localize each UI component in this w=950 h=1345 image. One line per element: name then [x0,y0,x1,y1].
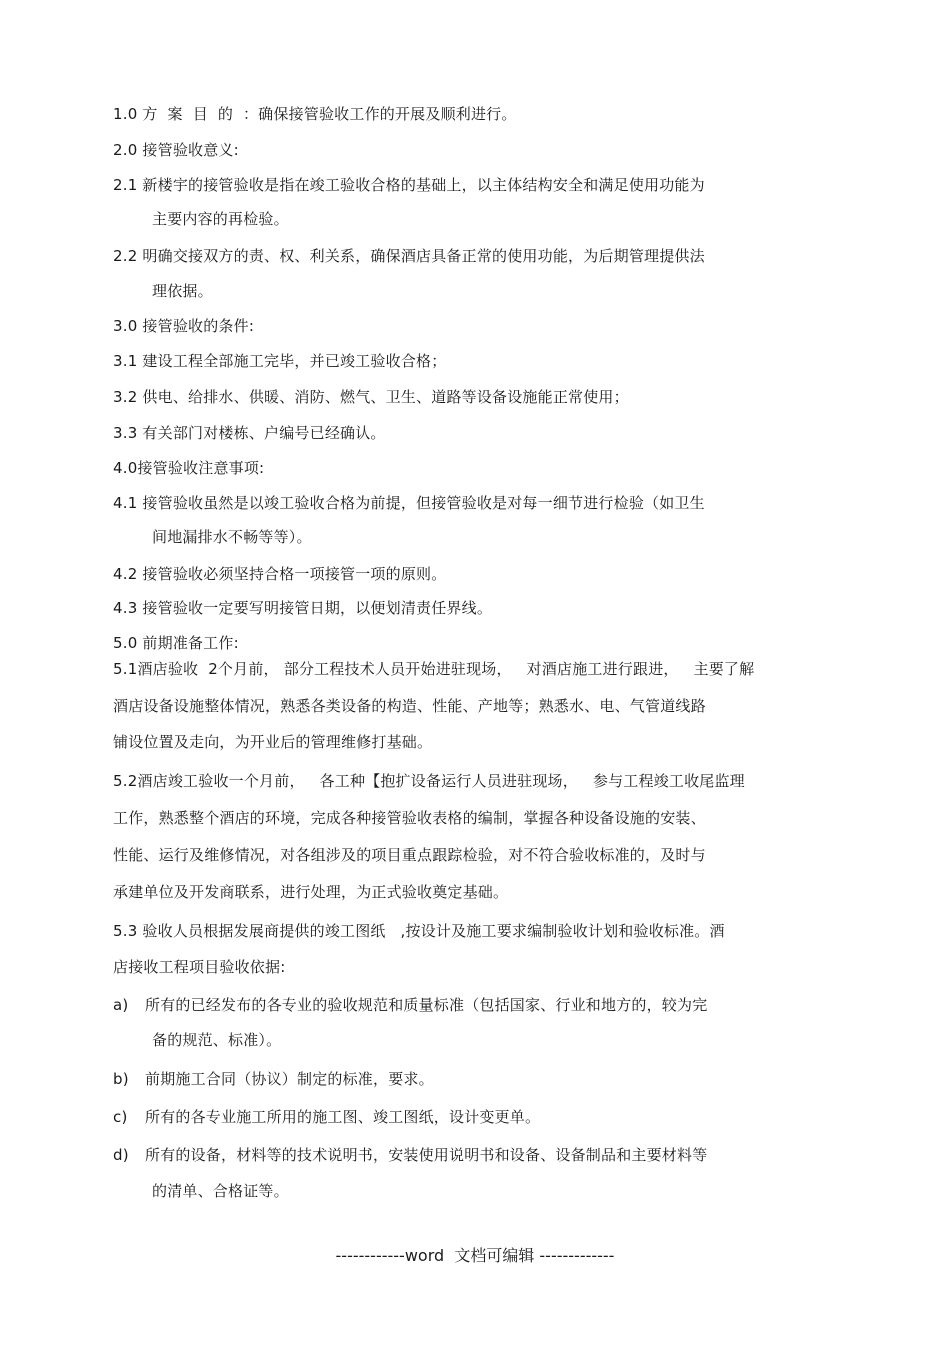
list-marker: d) [113,1146,129,1164]
line-1-0: 1.0 方 案 目 的 ：确保接管验收工作的开展及顺利进行。 [113,105,517,123]
list-item-c [113,1107,540,1127]
line-5-1: 5.1酒店验收 2个月前， 部分工程技术人员开始进驻现场， 对酒店施工进行跟进， 主要了解 [113,660,755,678]
line-4-3: 4.3 接管验收一定要写明接管日期，以便划清责任界线。 [113,599,493,617]
line-4-1: 4.1 接管验收虽然是以竣工验收合格为前提，但接管验收是对每一细节进行检验（如卫生 [113,494,705,512]
line-5-2-cont-2: 性能、运行及维修情况，对各组涉及的项目重点跟踪检验，对不符合验收标准的，及时与 [113,846,706,864]
line-5-2-cont-1: 工作，熟悉整个酒店的环境，完成各种接管验收表格的编制，掌握各种设备设施的安装、 [113,809,706,827]
line-4-2: 4.2 接管验收必须坚持合格一项接管一项的原则。 [113,565,447,583]
list-item-d-cont: 的清单、合格证等。 [152,1182,289,1200]
list-marker: c) [113,1108,128,1126]
line-2-1-cont: 主要内容的再检验。 [152,210,289,228]
list-item-text: 所有的已经发布的各专业的验收规范和质量标准（包括国家、行业和地方的，较为完 [145,996,708,1014]
line-5-3-cont: 店接收工程项目验收依据: [113,958,286,976]
line-3-1: 3.1 建设工程全部施工完毕，并已竣工验收合格； [113,352,447,370]
list-item-a [113,995,707,1015]
line-3-2: 3.2 供电、给排水、供暖、消防、燃气、卫生、道路等设备设施能正常使用； [113,388,629,406]
line-4-1-cont: 间地漏排水不畅等等）。 [152,528,312,546]
list-marker: a) [113,996,129,1014]
line-5-2-cont-3: 承建单位及开发商联系，进行处理，为正式验收奠定基础。 [113,883,509,901]
footer-note: ------------word 文档可编辑 ------------- [335,1246,615,1265]
line-2-0: 2.0 接管验收意义: [113,141,239,159]
list-item-d [113,1145,707,1165]
line-2-2-cont: 理依据。 [152,282,213,300]
list-marker: b) [113,1070,129,1088]
line-3-0: 3.0 接管验收的条件: [113,317,255,335]
list-item-a-cont: 备的规范、标准）。 [152,1031,282,1049]
list-item-text: 所有的设备，材料等的技术说明书，安装使用说明书和设备、设备制品和主要材料等 [145,1146,708,1164]
list-item-text: 所有的各专业施工所用的施工图、竣工图纸，设计变更单。 [145,1108,541,1126]
list-item-b [113,1069,434,1089]
list-item-text: 前期施工合同（协议）制定的标准，要求。 [145,1070,434,1088]
line-5-3: 5.3 验收人员根据发展商提供的竣工图纸 ,按设计及施工要求编制验收计划和验收标准。酒 [113,922,725,940]
line-5-0: 5.0 前期准备工作: [113,634,239,652]
line-5-1-cont-1: 酒店设备设施整体情况，熟悉各类设备的构造、性能、产地等；熟悉水、电、气管道线路 [113,697,706,715]
line-3-3: 3.3 有关部门对楼栋、户编号已经确认。 [113,424,386,442]
line-5-2: 5.2酒店竣工验收一个月前， 各工种【抱扩设备运行人员进驻现场， 参与工程竣工收尾监理 [113,772,745,790]
line-2-1: 2.1 新楼宇的接管验收是指在竣工验收合格的基础上，以主体结构安全和满足使用功能为 [113,176,705,194]
line-2-2: 2.2 明确交接双方的责、权、利关系，确保酒店具备正常的使用功能，为后期管理提供法 [113,247,705,265]
line-5-1-cont-2: 铺设位置及走向，为开业后的管理维修打基础。 [113,733,433,751]
line-4-0: 4.0接管验收注意事项: [113,459,265,477]
